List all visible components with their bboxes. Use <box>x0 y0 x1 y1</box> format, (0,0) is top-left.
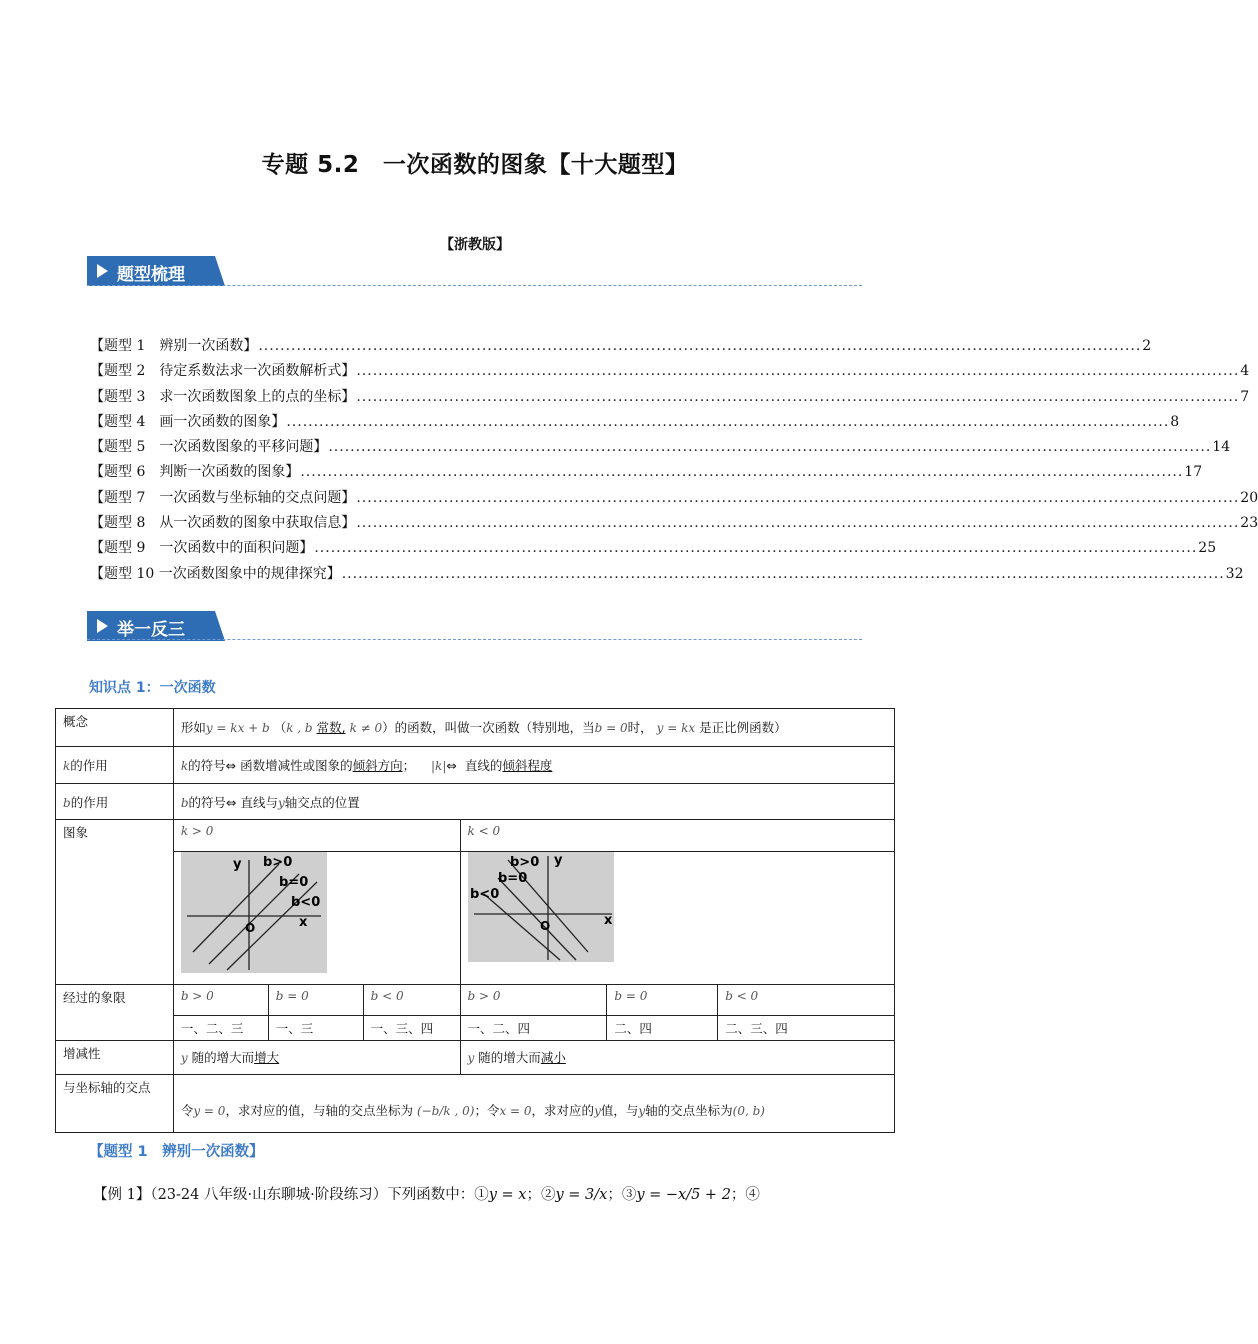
b-role-cell: b的符号⇔ 直线与y轴交点的位置 <box>173 784 894 820</box>
banner-label: 题型梳理 <box>117 265 185 285</box>
row-label: 与坐标轴的交点 <box>56 1075 174 1133</box>
graph-cond-right: k < 0 <box>460 820 894 852</box>
svg-text:b>0: b>0 <box>509 855 539 870</box>
section-banner-practice <box>87 611 239 641</box>
quadrant-value: 一、二、三 <box>173 1016 268 1041</box>
toc-item[interactable]: 【题型 2 待定系数法求一次函数解析式】 .................................................................................................................................................................. 4 <box>90 363 1250 380</box>
type-heading: 【题型 1 辨别一次函数】 <box>89 1144 264 1160</box>
toc-item[interactable]: 【题型 10 一次函数图象中的规律探究】 .................................................................................................................................................................. 32 <box>90 565 1244 582</box>
quadrant-cond: b < 0 <box>718 985 895 1016</box>
graph-k-negative <box>468 852 614 962</box>
graph-k-positive <box>181 852 327 973</box>
table-of-contents <box>90 334 1258 587</box>
svg-text:b>0: b>0 <box>262 855 293 870</box>
svg-text:b=0: b=0 <box>497 871 527 886</box>
k-role-cell: k的符号⇔ 函数增减性或图象的倾斜方向； |k|⇔ 直线的倾斜程度 <box>173 747 894 784</box>
row-label: 概念 <box>56 709 174 747</box>
example-line: 【例 1】（23-24 八年级·山东聊城·阶段练习）下列函数中：①y = x；②y = 3/x；③y = −x/5 + 2；④ <box>93 1187 760 1203</box>
quadrant-value: 一、三、四 <box>363 1016 460 1041</box>
svg-text:b<0: b<0 <box>290 895 321 910</box>
quadrant-cond: b > 0 <box>173 985 268 1016</box>
graph-cond-left: k > 0 <box>173 820 460 852</box>
quadrant-cond: b < 0 <box>363 985 460 1016</box>
row-label: b的作用 <box>56 784 174 820</box>
quadrant-value: 一、三 <box>268 1016 363 1041</box>
toc-item[interactable]: 【题型 9 一次函数中的面积问题】 .................................................................................................................................................................. 25 <box>90 540 1217 557</box>
quadrant-value: 一、二、四 <box>460 1016 607 1041</box>
play-icon <box>97 264 108 278</box>
toc-item[interactable]: 【题型 6 判断一次函数的图象】 .................................................................................................................................................................. 17 <box>90 464 1203 481</box>
toc-item[interactable]: 【题型 4 画一次函数的图象】 .................................................................................................................................................................. 8 <box>90 413 1180 430</box>
row-label: 图象 <box>56 820 174 985</box>
toc-item[interactable]: 【题型 1 辨别一次函数】 .................................................................................................................................................................. 2 <box>90 338 1152 354</box>
svg-text:b<0: b<0 <box>469 887 499 902</box>
toc-item[interactable]: 【题型 7 一次函数与坐标轴的交点问题】 .................................................................................................................................................................. 20 <box>90 489 1258 506</box>
toc-item[interactable]: 【题型 3 求一次函数图象上的点的坐标】 .................................................................................................................................................................. 7 <box>90 388 1250 405</box>
intersect-cell: 令y = 0，求对应的值，与轴的交点坐标为 (−b/k , 0)；令x = 0，求对应的y值，与y轴的交点坐标为(0, b) <box>173 1075 894 1133</box>
monotonic-right: y 随的增大而减小 <box>460 1041 894 1075</box>
quadrant-cond: b = 0 <box>268 985 363 1016</box>
section-banner-toc <box>87 256 239 286</box>
knowledge-heading: 知识点 1：一次函数 <box>89 680 216 696</box>
divider <box>87 285 862 286</box>
row-label: 增减性 <box>56 1041 174 1075</box>
row-label: k的作用 <box>56 747 174 784</box>
banner-label: 举一反三 <box>117 620 185 640</box>
toc-item[interactable]: 【题型 5 一次函数图象的平移问题】 .................................................................................................................................................................. 14 <box>90 439 1231 456</box>
edition-label: 【浙教版】 <box>440 237 510 253</box>
quadrant-value: 二、四 <box>607 1016 718 1041</box>
svg-text:y: y <box>232 857 242 872</box>
quadrant-cond: b > 0 <box>460 985 607 1016</box>
monotonic-left: y 随的增大而增大 <box>173 1041 460 1075</box>
quadrant-value: 二、三、四 <box>718 1016 895 1041</box>
graph-cell-left <box>173 852 460 985</box>
play-icon <box>97 619 108 633</box>
svg-text:O: O <box>244 921 256 935</box>
page-title: 专题 5.2 一次函数的图象【十大题型】 <box>261 152 689 178</box>
svg-text:y: y <box>553 853 563 868</box>
svg-text:b=0: b=0 <box>278 875 309 890</box>
quadrant-cond: b = 0 <box>607 985 718 1016</box>
knowledge-table <box>55 708 895 1133</box>
graph-cell-right <box>460 852 894 985</box>
svg-text:x: x <box>603 913 612 928</box>
svg-text:x: x <box>298 915 308 930</box>
concept-cell: 形如y = kx + b （k , b 常数, k ≠ 0）的函数，叫做一次函数（特别地，当b = 0时， y = kx 是正比例函数） <box>173 709 894 747</box>
row-label: 经过的象限 <box>56 985 174 1041</box>
svg-text:O: O <box>539 919 550 933</box>
divider <box>87 639 862 640</box>
toc-item[interactable]: 【题型 8 从一次函数的图象中获取信息】 .................................................................................................................................................................. 23 <box>90 515 1258 532</box>
